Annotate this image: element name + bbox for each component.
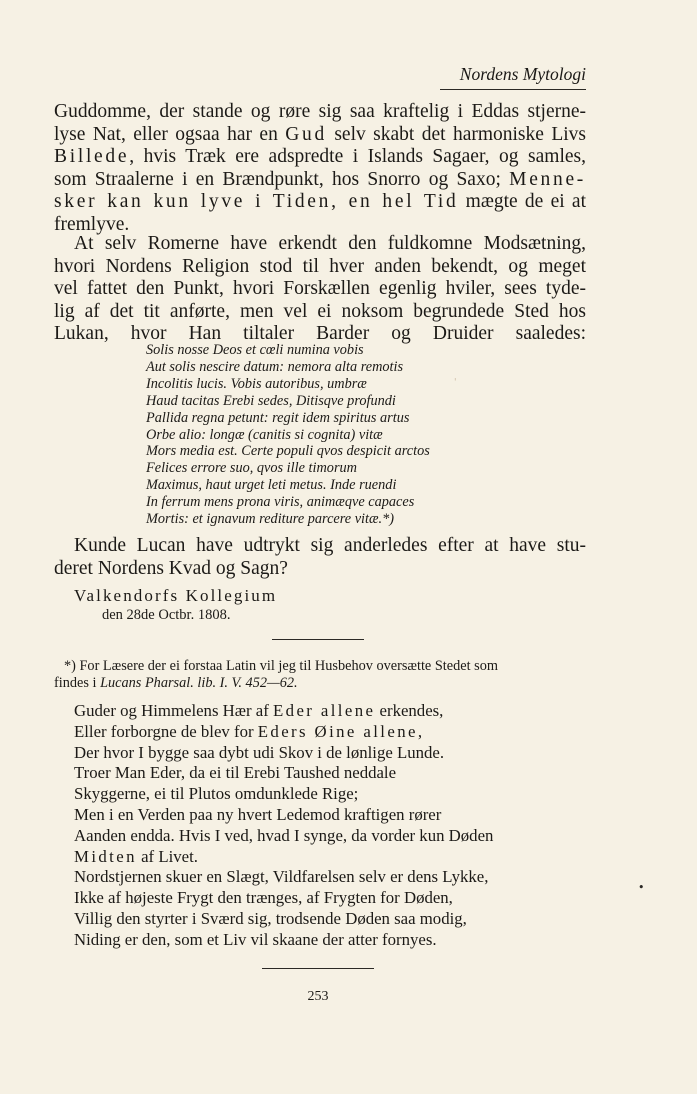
text-line: fremlyve. — [54, 213, 130, 235]
text-fragment: af Livet. — [136, 846, 198, 866]
footnote — [54, 658, 586, 691]
signature — [74, 585, 277, 625]
poem-line — [74, 722, 574, 743]
quote-line: Felices errore suo, qvos ille timorum — [146, 460, 357, 477]
text-fragment: selv skabt det harmoniske Livs — [326, 123, 586, 145]
poem-line: Aanden endda. Hvis I ved, hvad I synge, da vorder kun Døden — [74, 825, 494, 845]
signature-date: den 28de Octbr. 1808. — [102, 607, 231, 623]
text-line: Kunde Lucan have udtrykt sig anderledes efter at have stu- — [74, 535, 586, 556]
quote-line: Mortis: et ignavum rediture parcere vitæ.*) — [146, 511, 395, 528]
text-line — [54, 169, 586, 192]
text-line: Lukan, hvor Han tiltaler Barder og Druider saaledes: — [54, 323, 586, 345]
quote-line: In ferrum mens prona viris, animæqve capaces — [146, 494, 415, 511]
latin-quote — [146, 342, 506, 528]
text-line — [54, 191, 586, 214]
poem-line — [74, 701, 574, 722]
text-fragment: som Straalerne i en Brændpunkt, hos Snorro og Saxo; — [54, 168, 510, 190]
emphasis-spaced: sker kan kun lyve i Tiden, en hel Tid — [54, 191, 459, 213]
text-line: lig af det tit anførte, men vel ei noksom begrundede Sted hos — [54, 300, 586, 322]
emphasis-spaced: Gud — [285, 123, 327, 145]
margin-bullet-icon: • — [638, 881, 645, 894]
footnote-line: *) For Læsere der ei forstaa Latin vil jeg til Husbehov oversætte Stedet som — [64, 658, 498, 674]
text-line: hvori Nordens Religion stod til hver anden bekendt, og meget — [54, 255, 586, 277]
text-fragment: Eller forborgne de blev for — [74, 721, 258, 741]
footnote-separator — [272, 639, 364, 640]
text-line: deret Nordens Kvad og Sagn? — [54, 557, 288, 579]
footnote-line — [54, 675, 586, 692]
header-rule — [440, 89, 586, 90]
poem-line: Ikke af højeste Frygt den trænges, af Frygten for Døden, — [74, 888, 453, 908]
text-line — [54, 146, 586, 169]
emphasis-spaced: Midten — [74, 846, 137, 866]
text-fragment: Guder og Himmelens Hær af — [74, 701, 273, 720]
text-line — [54, 124, 586, 147]
emphasis-spaced: Billede — [54, 146, 130, 168]
text-fragment: lyse Nat, eller ogsaa har en — [54, 123, 286, 145]
running-title: Nordens Mytologi — [459, 64, 586, 84]
poem-line: Der hvor I bygge saa dybt udi Skov i de lønlige Lunde. — [74, 742, 445, 762]
emphasis-spaced: Eder allene — [273, 701, 376, 720]
translation-poem — [74, 701, 574, 951]
paragraph-2 — [54, 233, 586, 346]
text-fragment: erkendes, — [375, 701, 444, 720]
poem-line: Troer Man Eder, da ei til Erebi Taushed neddale — [74, 763, 397, 783]
poem-line: Niding er den, som et Liv vil skaane der atter fornyes. — [74, 929, 437, 949]
quote-line: Aut solis nescire datum: nemora alta remotis — [146, 358, 404, 375]
emphasis-spaced: Eders Øine allene, — [257, 721, 425, 741]
quote-line: Pallida regna petunt: regit idem spiritus artus — [146, 409, 410, 426]
citation: Lucans Pharsal. lib. I. V. 452—62. — [100, 674, 298, 691]
print-speck: ' — [454, 378, 457, 388]
text-line: vel fattet den Punkt, hvori Forskællen egenlig hviler, sees tyde- — [54, 278, 586, 300]
quote-line: Solis nosse Deos et cœli numina vobis — [146, 342, 364, 358]
quote-line: Mors media est. Certe populi qvos despicit arctos — [146, 443, 430, 460]
paragraph-3 — [54, 535, 586, 580]
page-number: 253 — [307, 989, 329, 1004]
quote-line: Orbe alio: longæ (canitis si cognita) vitæ — [146, 426, 383, 443]
poem-line — [74, 847, 574, 868]
bottom-rule — [262, 968, 374, 969]
text-line: Guddomme, der stande og røre sig saa kraftelig i Eddas stjerne- — [54, 101, 586, 122]
quote-line: Haud tacitas Erebi sedes, Ditisqve profundi — [146, 392, 396, 409]
poem-line: Villig den styrter i Sværd sig, trodsende Døden saa modig, — [74, 908, 467, 928]
signature-place: Valkendorfs Kollegium — [74, 586, 278, 605]
poem-line: Men i en Verden paa ny hvert Ledemod kraftigen rører — [74, 804, 442, 824]
emphasis-spaced: Menne- — [509, 168, 586, 190]
text-fragment: mægte de ei at — [458, 191, 586, 213]
poem-line: Skyggerne, ei til Plutos omdunklede Rige; — [74, 784, 359, 804]
paragraph-1 — [54, 101, 586, 237]
text-fragment: , hvis Træk ere adspredte i Islands Sagaer, og samles, — [129, 146, 586, 168]
poem-line: Nordstjernen skuer en Slægt, Vildfarelsen selv er dens Lykke, — [74, 867, 489, 887]
text-line: At selv Romerne have erkendt den fuldkomne Modsætning, — [74, 233, 586, 254]
quote-line: Maximus, haut urget leti metus. Inde ruendi — [146, 477, 397, 494]
text-fragment: findes i — [54, 674, 101, 691]
quote-line: Incolitis lucis. Vobis autoribus, umbræ — [146, 375, 367, 392]
